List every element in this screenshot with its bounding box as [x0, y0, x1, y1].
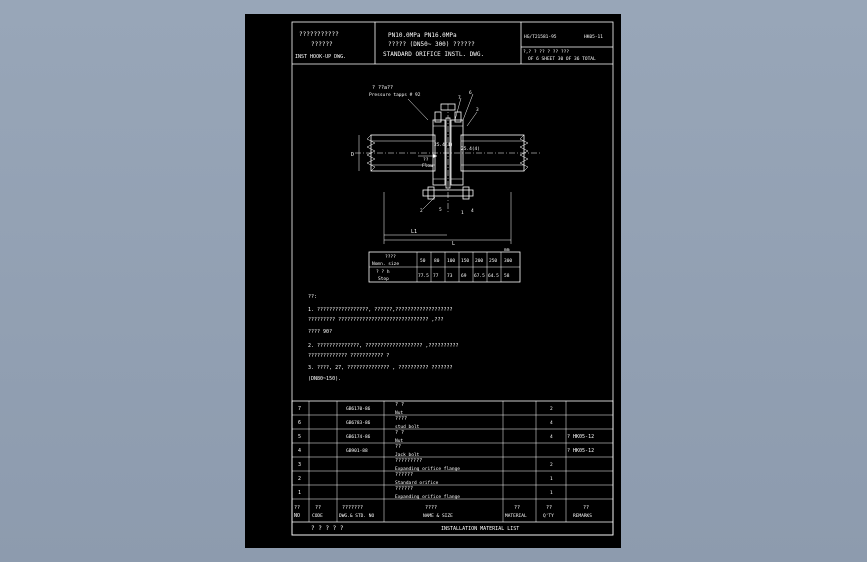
material-row: [298, 472, 553, 486]
part-2-label: 2: [420, 209, 423, 214]
material-cell-rem: ? HK05-12: [567, 448, 595, 454]
material-cell-name-q: ??????: [395, 472, 414, 478]
part-3-label: 3: [476, 108, 479, 113]
cad-drawing: [245, 14, 621, 548]
notes: [308, 294, 459, 382]
size-row2-q: ? ? h: [376, 270, 390, 275]
material-cell-name-q: ? ?: [395, 430, 405, 436]
footer-q: ? ? ? ? ?: [311, 525, 344, 532]
material-cell-qty: 4: [550, 421, 553, 426]
size-table-unit: mm: [504, 248, 510, 253]
material-cell-no: 5: [298, 434, 302, 440]
nut-left: [428, 187, 434, 199]
material-cell-no: 6: [298, 420, 302, 426]
nut-right: [463, 187, 469, 199]
material-cell-std: GB6174-86: [346, 435, 371, 440]
hdr-code-q: ??: [315, 505, 322, 511]
material-cell-std: GB6170-86: [346, 407, 371, 412]
material-cell-no: 3: [298, 462, 302, 468]
hdr-no-q: ??: [294, 505, 301, 511]
title-left-q1: ???????????: [299, 31, 339, 38]
material-cell-name-en: Standard orifice: [395, 481, 439, 486]
hdr-name-q: ????: [425, 505, 438, 511]
pressure-tap-left: [435, 112, 441, 122]
size-80: 80: [434, 259, 440, 264]
value-50: 77.5: [418, 274, 429, 279]
hdr-mat-en: MATERIAL: [505, 514, 527, 519]
value-80: 77: [433, 274, 439, 279]
material-cell-qty: 2: [550, 463, 553, 468]
value-250: 64.5: [488, 274, 499, 279]
material-cell-qty: 4: [550, 435, 553, 440]
hdr-qty-en: Q'TY: [543, 514, 554, 519]
size-header-q: ????: [385, 255, 396, 260]
title-left-q2: ??????: [311, 41, 333, 48]
callout-en: Pressure tapps # 92: [369, 93, 421, 98]
part-5-label: 5: [439, 208, 442, 213]
hdr-no-en: NO: [294, 513, 301, 519]
title-block: [292, 22, 613, 64]
hdr-qty-q: ??: [546, 505, 553, 511]
std-number: HG/T21581-95: [524, 35, 557, 40]
left-taper-label: 25.4(4): [434, 143, 453, 148]
flow-en: Flow: [422, 164, 433, 169]
material-cell-no: 4: [298, 448, 302, 454]
material-cell-no: 2: [298, 476, 302, 482]
size-200: 200: [475, 259, 484, 264]
material-row: [298, 416, 553, 430]
part-4-label: 4: [471, 209, 474, 214]
hdr-mat-q: ??: [514, 505, 521, 511]
size-300: 300: [504, 259, 513, 264]
notes-head: ??:: [308, 294, 318, 300]
part-7-label: 7: [458, 96, 461, 101]
title-mid-en: STANDARD ORIFICE INSTL. DWG.: [383, 51, 485, 58]
material-cell-name-en: Expanding orifice flange: [395, 467, 461, 472]
material-cell-qty: 1: [550, 491, 553, 496]
material-cell-name-q: ??: [395, 444, 402, 450]
orifice-assembly: [351, 85, 540, 247]
material-cell-qty: 1: [550, 477, 553, 482]
size-250: 250: [489, 259, 498, 264]
note-2b: ????????????? ??????????? ?: [308, 353, 390, 359]
note-1c: ???? 90?: [308, 329, 333, 335]
value-100: 73: [447, 274, 453, 279]
note-3a: 3. ????, 27, ?????????????? , ?????????? ???????: [308, 365, 453, 371]
material-cell-name-en: Nut: [395, 439, 404, 444]
value-300: 58: [504, 274, 510, 279]
material-row: [298, 444, 594, 458]
hdr-std-en: DWG.& STD. NO: [339, 514, 375, 519]
material-cell-name-q: ? ?: [395, 402, 405, 408]
sheet-en: OF 6 SHEET 30 OF 36 TOTAL: [528, 57, 596, 62]
hdr-rem-en: REMARKS: [573, 514, 592, 519]
hdr-code-en: CODE: [312, 514, 323, 519]
title-left-en: INST HOOK-UP DWG.: [295, 54, 347, 60]
material-cell-std: GB6783-86: [346, 421, 371, 426]
size-table: [369, 248, 520, 282]
title-mid-q: ????? (DN50~ 300) ??????: [388, 41, 475, 48]
right-taper-label: 25.4(4): [461, 147, 480, 152]
title-pn: PN10.0MPa PN16.0MPa: [388, 32, 457, 39]
material-cell-no: 7: [298, 406, 302, 412]
value-150: 69: [461, 274, 467, 279]
material-row: [298, 430, 594, 444]
hdr-rem-q: ??: [583, 505, 590, 511]
drawing-sheet: [245, 14, 621, 548]
callout-q: ? ??a??: [372, 85, 394, 91]
material-cell-name-en: Jack bolt: [395, 453, 420, 458]
size-50: 50: [420, 259, 426, 264]
material-row: [298, 402, 553, 416]
material-cell-no: 1: [298, 490, 302, 496]
dim-l: L: [452, 241, 456, 247]
material-cell-name-q: ????: [395, 416, 408, 422]
part-1-label: 1: [461, 211, 464, 216]
size-100: 100: [447, 259, 456, 264]
dwg-number: HK05-11: [584, 35, 603, 40]
note-1a: 1. ?????????????????, ??????,???????????????????: [308, 307, 453, 313]
material-list: [292, 401, 613, 535]
flow-q: ??: [423, 158, 429, 163]
material-cell-name-q: ??????: [395, 486, 414, 492]
material-cell-name-q: ?????????: [395, 458, 423, 464]
part-6-label: 6: [469, 91, 472, 96]
size-150: 150: [461, 259, 470, 264]
material-cell-name-en: stud bolt: [395, 425, 420, 430]
note-1b: ????????? ?????????????????????????????? ,???: [308, 317, 444, 323]
material-row: [298, 458, 553, 472]
note-2a: 2. ??????????????, ??????????????????? ,??????????: [308, 343, 459, 349]
dim-l1: L1: [411, 229, 418, 235]
material-cell-std: GB901-88: [346, 449, 368, 454]
note-3b: (DN80~150).: [308, 376, 342, 382]
material-row: [298, 486, 553, 500]
material-cell-name-en: Nut: [395, 411, 404, 416]
drawing-border: [292, 22, 613, 535]
size-row2-en: Stop: [378, 277, 389, 282]
size-header-en: Nomn. size: [372, 262, 400, 267]
sheet-q: ?,? ? ?? ? ?? ???: [523, 50, 570, 55]
value-200: 67.5: [474, 274, 485, 279]
hdr-name-en: NAME & SIZE: [423, 514, 453, 519]
material-cell-qty: 2: [550, 407, 553, 412]
material-cell-name-en: Expanding orifice flange: [395, 495, 461, 500]
material-cell-rem: ? HK05-12: [567, 434, 595, 440]
hdr-std-q: ???????: [342, 505, 364, 511]
footer-en: INSTALLATION MATERIAL LIST: [441, 526, 520, 532]
dim-d: D: [351, 152, 355, 158]
